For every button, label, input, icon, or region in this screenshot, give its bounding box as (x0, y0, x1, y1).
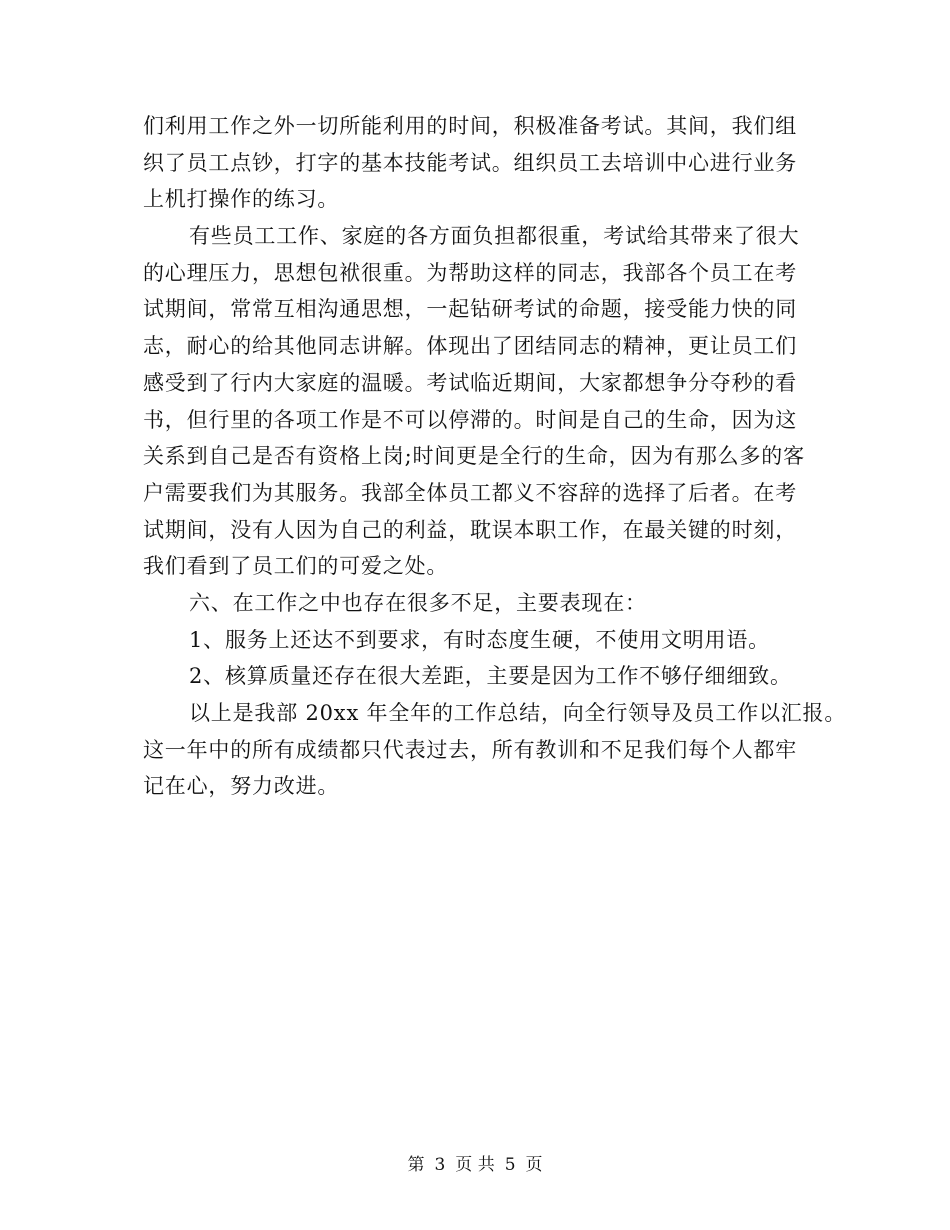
page-label-prefix: 第 (407, 1155, 425, 1175)
page-number-footer (0, 1153, 950, 1177)
body-line: 感受到了行内大家庭的温暖。考试临近期间，大家都想争分夺秒的看 (143, 370, 797, 395)
body-line: 关系到自己是否有资格上岗;时间更是全行的生命，因为有那么多的客 (143, 444, 805, 469)
body-line: 户需要我们为其服务。我部全体员工都义不容辞的选择了后者。在考 (143, 480, 797, 505)
body-line: 记在心，努力改进。 (143, 774, 340, 799)
body-line: 书，但行里的各项工作是不可以停滞的。时间是自己的生命，因为这 (143, 407, 797, 432)
body-line: 的心理压力，思想包袱很重。为帮助这样的同志，我部各个员工在考 (143, 260, 797, 285)
current-page-number: 3 (434, 1155, 446, 1175)
body-line: 2、核算质量还存在很大差距，主要是因为工作不够仔细细致。 (189, 664, 792, 689)
body-line: 志，耐心的给其他同志讲解。体现出了团结同志的精神，更让员工们 (143, 334, 797, 359)
body-line: 六、在工作之中也存在很多不足，主要表现在： (189, 590, 647, 615)
body-line: 们利用工作之外一切所能利用的时间，积极准备考试。其间，我们组 (143, 114, 797, 138)
body-line: 试期间，没有人因为自己的利益，耽误本职工作，在最关键的时刻， (143, 517, 797, 542)
total-page-number: 5 (504, 1155, 516, 1175)
body-line: 1、服务上还达不到要求，有时态度生硬，不使用文明用语。 (189, 627, 770, 652)
body-line: 有些员工工作、家庭的各方面负担都很重，考试给其带来了很大 (189, 224, 800, 249)
body-line: 我们看到了员工们的可爱之处。 (143, 554, 449, 579)
document-body (143, 108, 847, 805)
body-line: 试期间，常常互相沟通思想，一起钻研考试的命题，接受能力快的同 (143, 297, 797, 322)
body-line: 这一年中的所有成绩都只代表过去，所有教训和不足我们每个人都牢 (143, 737, 797, 762)
body-line: 上机打操作的练习。 (143, 187, 340, 212)
page-label-suffix: 页 (525, 1155, 543, 1175)
body-line: 以上是我部 20xx 年全年的工作总结，向全行领导及员工作以汇报。 (189, 701, 847, 725)
page-label-middle: 页 共 (455, 1155, 495, 1175)
body-line: 织了员工点钞，打字的基本技能考试。组织员工去培训中心进行业务 (143, 150, 797, 175)
